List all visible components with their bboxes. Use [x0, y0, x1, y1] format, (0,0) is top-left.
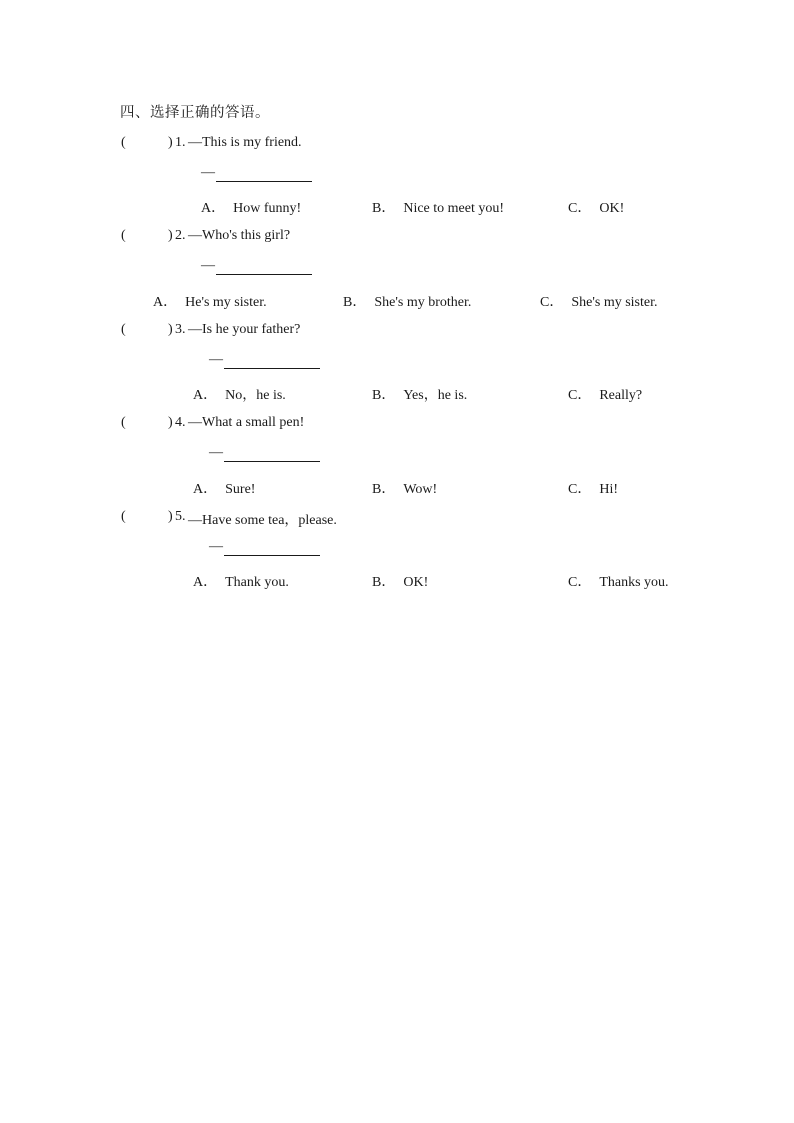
option-b[interactable] [372, 384, 467, 404]
option-letter: A． [193, 482, 218, 497]
reply-dash: — [209, 539, 223, 554]
answer-paren-close: ) [168, 135, 173, 150]
option-text: OK! [599, 201, 625, 216]
option-text: Sure! [225, 482, 256, 497]
option-a[interactable] [153, 291, 267, 311]
option-c[interactable] [568, 571, 669, 591]
option-letter: C． [540, 295, 564, 310]
option-a[interactable] [193, 384, 286, 404]
option-a[interactable] [193, 571, 289, 591]
option-text: Thanks you. [599, 575, 669, 590]
answer-blank[interactable] [216, 181, 312, 182]
option-text: She's my brother. [374, 295, 472, 310]
answer-paren-close: ) [168, 228, 173, 243]
answer-paren-close: ) [168, 509, 173, 524]
reply-dash: — [209, 445, 223, 460]
option-letter: C． [568, 575, 592, 590]
option-text: No，he is. [225, 388, 286, 403]
option-c[interactable] [540, 291, 657, 311]
option-letter: A． [201, 201, 226, 216]
reply-dash: — [201, 165, 215, 180]
option-a[interactable] [201, 197, 301, 217]
question-number: 2. [175, 228, 186, 243]
reply-dash: — [209, 352, 223, 367]
answer-paren-open: ( [121, 415, 126, 430]
question-number: 3. [175, 322, 186, 337]
option-text: Nice to meet you! [403, 201, 505, 216]
question-number: 5. [175, 509, 186, 524]
option-a[interactable] [193, 478, 255, 498]
option-c[interactable] [568, 384, 642, 404]
option-b[interactable] [372, 571, 428, 591]
option-text: Wow! [403, 482, 438, 497]
question-prompt: —This is my friend. [188, 135, 302, 150]
option-c[interactable] [568, 478, 618, 498]
question-prompt: —Is he your father? [188, 322, 301, 337]
option-letter: B． [372, 388, 396, 403]
option-text: OK! [403, 575, 429, 590]
option-letter: C． [568, 388, 592, 403]
question-number: 4. [175, 415, 186, 430]
option-text: Hi! [599, 482, 619, 497]
answer-paren-open: ( [121, 509, 126, 524]
answer-blank[interactable] [216, 274, 312, 275]
option-text: He's my sister. [185, 295, 267, 310]
answer-paren-close: ) [168, 415, 173, 430]
answer-paren-open: ( [121, 228, 126, 243]
option-letter: B． [343, 295, 367, 310]
option-text: She's my sister. [571, 295, 658, 310]
answer-paren-open: ( [121, 135, 126, 150]
question-prompt: —Who's this girl? [188, 228, 291, 243]
option-c[interactable] [568, 197, 624, 217]
answer-blank[interactable] [224, 555, 320, 556]
option-text: How funny! [233, 201, 302, 216]
answer-paren-close: ) [168, 322, 173, 337]
option-b[interactable] [372, 478, 437, 498]
question-number: 1. [175, 135, 186, 150]
option-letter: B． [372, 575, 396, 590]
answer-blank[interactable] [224, 368, 320, 369]
option-letter: A． [193, 388, 218, 403]
option-b[interactable] [372, 197, 504, 217]
question-prompt: —Have some tea，please. [188, 513, 337, 528]
option-letter: A． [153, 295, 178, 310]
answer-paren-open: ( [121, 322, 126, 337]
option-text: Yes，he is. [403, 388, 468, 403]
option-text: Really? [599, 388, 643, 403]
option-letter: B． [372, 482, 396, 497]
question-prompt: —What a small pen! [188, 415, 305, 430]
section-title: 四、选择正确的答语。 [120, 105, 270, 121]
option-letter: A． [193, 575, 218, 590]
option-b[interactable] [343, 291, 471, 311]
option-letter: B． [372, 201, 396, 216]
option-text: Thank you. [225, 575, 289, 590]
option-letter: C． [568, 482, 592, 497]
option-letter: C． [568, 201, 592, 216]
answer-blank[interactable] [224, 461, 320, 462]
reply-dash: — [201, 258, 215, 273]
